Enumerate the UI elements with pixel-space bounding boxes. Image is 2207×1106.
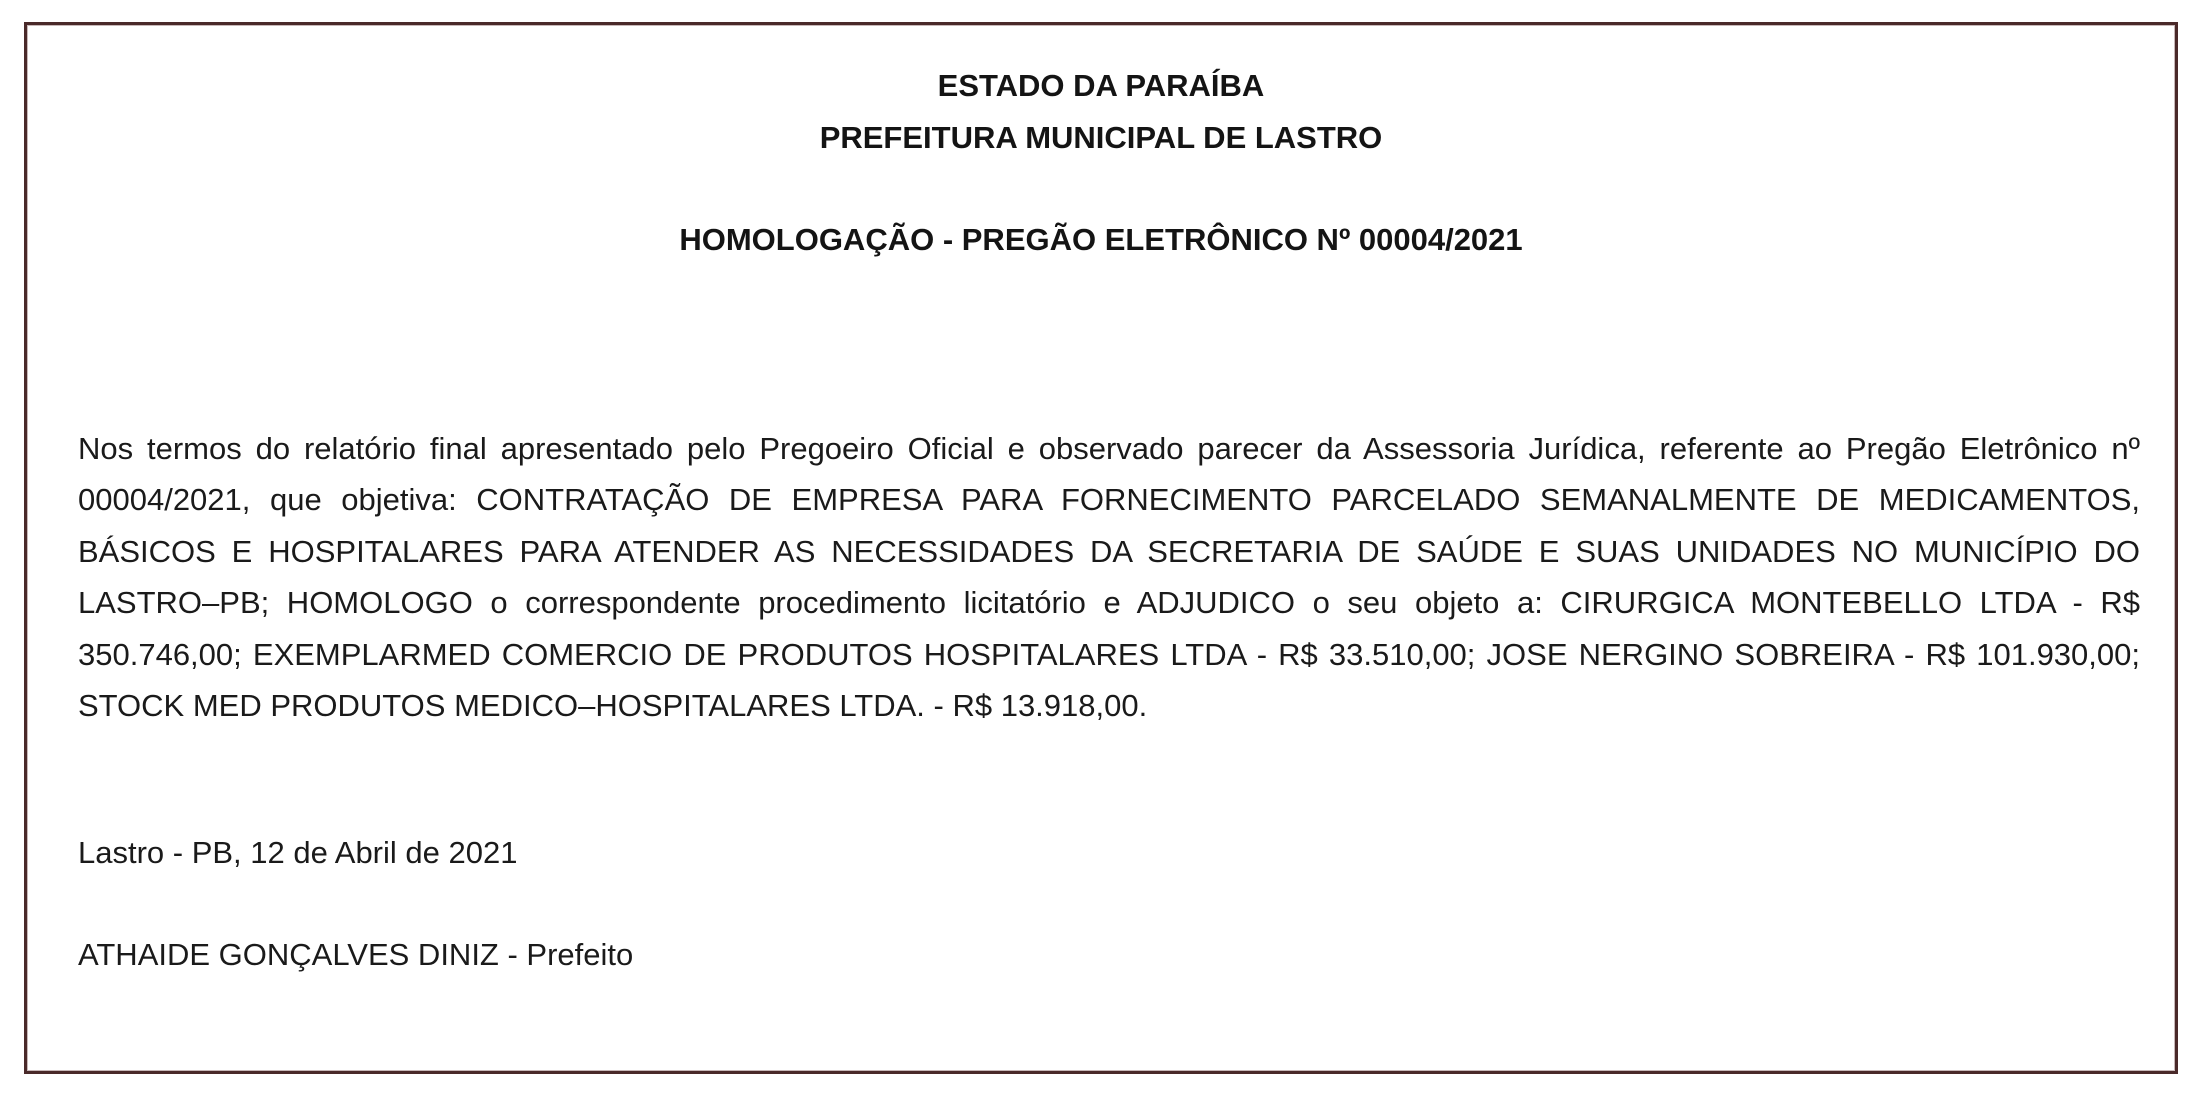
place-date: Lastro - PB, 12 de Abril de 2021 [78, 835, 518, 870]
state-heading: ESTADO DA PARAÍBA [937, 68, 1265, 103]
document-title: HOMOLOGAÇÃO - PREGÃO ELETRÔNICO Nº 00004/2021 [679, 222, 1523, 257]
municipality-heading: PREFEITURA MUNICIPAL DE LASTRO [819, 120, 1383, 155]
signature-line: ATHAIDE GONÇALVES DINIZ - Prefeito [78, 937, 634, 972]
body-paragraph: Nos termos do relatório final apresentado pelo Pregoeiro Oficial e observado parecer da Assessoria Jurídica, referente ao Pregão Eletrônico nº 00004/2021, que objetiva: CONTRATAÇÃO DE EMPRESA PARA FORNECIMENTO PARCELADO SEMANALMENTE DE MEDICAMENTOS, BÁSICOS E HOSPITALARES PARA ATENDER AS NECESSIDADES DA SECRETARIA DE SAÚDE E SUAS UNIDADES NO MUNICÍPIO DO LASTRO–PB; HOMOLOGO o correspondente procedimento licitatório e ADJUDICO o seu objeto a: CIRURGICA MONTEBELLO LTDA - R$ 350.746,00; EXEMPLARMED COMERCIO DE PRODUTOS HOSPITALARES LTDA - R$ 33.510,00; JOSE NERGINO SOBREIRA - R$ 101.930,00; STOCK MED PRODUTOS MEDICO–HOSPITALARES LTDA. - R$ 13.918,00. [78, 431, 2140, 724]
document-frame [24, 22, 2178, 1074]
